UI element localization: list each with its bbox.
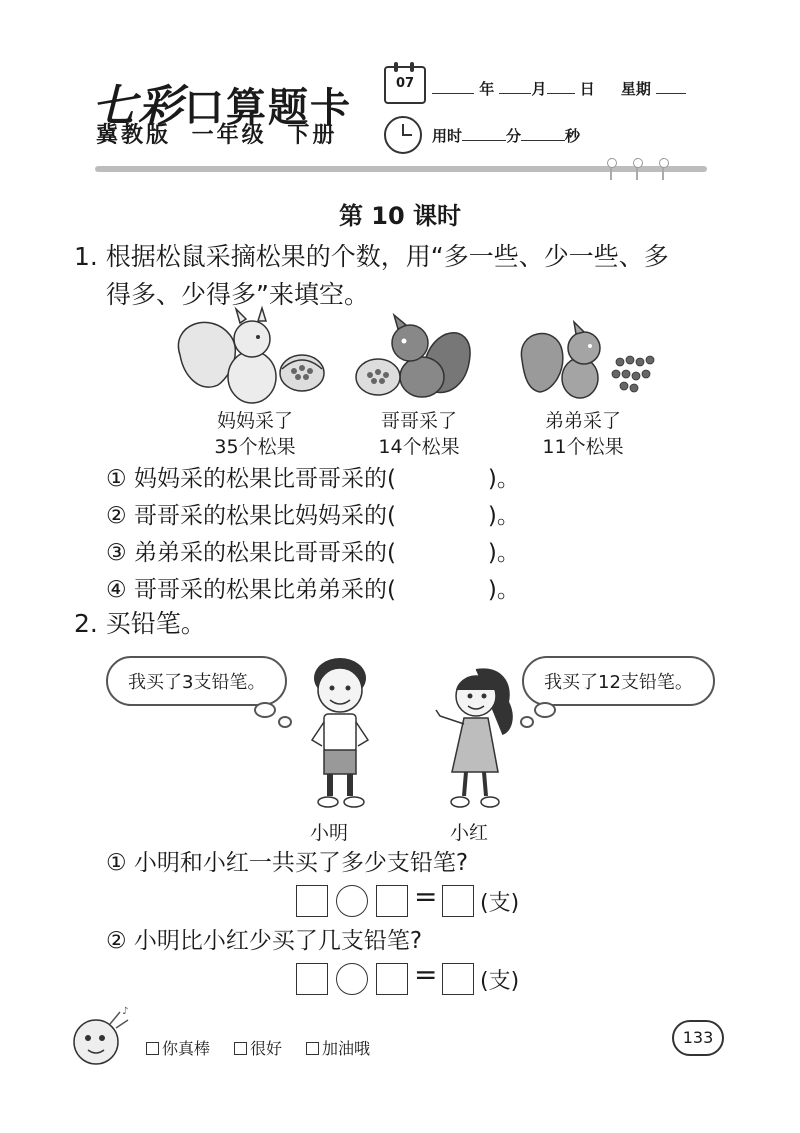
name-girl: 小红 <box>450 822 489 844</box>
answer-box[interactable] <box>376 885 408 917</box>
time-label: 用时 <box>432 127 463 145</box>
q1-item-4 <box>106 573 520 607</box>
mascot-icon <box>66 1004 136 1070</box>
calendar-icon <box>384 66 426 104</box>
q1-item-2-text: 哥哥采的松果比妈妈采的( <box>133 503 396 529</box>
bubble-dot <box>254 702 276 718</box>
date-line <box>432 78 686 99</box>
q1-item-1 <box>106 462 520 496</box>
answer-box[interactable] <box>442 963 474 995</box>
q1-item-1-marker: ① <box>106 466 127 492</box>
girl-illustration <box>430 662 520 818</box>
caption-younger-who: 弟弟采了 <box>544 410 621 432</box>
q1-item-3-text: 弟弟采的松果比哥哥采的( <box>133 540 396 566</box>
pin-decoration <box>610 158 612 180</box>
q2-sub-1: ① 小明和小红一共买了多少支铅笔? <box>106 850 469 876</box>
speech-bubble-girl: 我买了12支铅笔。 <box>522 656 715 706</box>
calendar-day: 07 <box>395 76 415 91</box>
bubble-dot <box>278 716 292 728</box>
rating-option-great[interactable]: 你真棒 <box>146 1036 210 1059</box>
operator-circle[interactable] <box>336 885 368 917</box>
date-month-label: 月 <box>531 80 547 98</box>
date-day-label: 日 <box>579 80 595 98</box>
date-week-label: 星期 <box>620 80 651 98</box>
caption-younger-count: 11个松果 <box>542 436 624 458</box>
caption-mother-who: 妈妈采了 <box>216 410 293 432</box>
equals-sign: = <box>414 958 438 991</box>
caption-brother <box>364 408 474 460</box>
rating-option-keep-going[interactable]: 加油哦 <box>306 1036 370 1059</box>
brand-lead: 七彩 <box>92 81 184 132</box>
unit-label: (支) <box>480 969 520 994</box>
q1-item-4-close: )。 <box>487 577 520 603</box>
date-year-label: 年 <box>479 80 495 98</box>
speech-bubble-boy: 我买了3支铅笔。 <box>106 656 287 706</box>
boy-illustration <box>300 656 380 816</box>
q1-item-4-marker: ④ <box>106 577 127 603</box>
q1-item-2-close: )。 <box>487 503 520 529</box>
bubble-dot <box>520 716 534 728</box>
q1-item-3 <box>106 536 520 570</box>
edition-label: 冀教版 一年级 下册 <box>96 123 338 148</box>
bubble-dot <box>534 702 556 718</box>
caption-brother-count: 14个松果 <box>378 436 460 458</box>
svg-text:♪: ♪ <box>122 1006 129 1017</box>
brother-squirrel-illustration <box>352 305 477 410</box>
question-2-title: 2. 买铅笔。 <box>74 609 206 638</box>
caption-mother-count: 35个松果 <box>214 436 296 458</box>
q1-item-2-marker: ② <box>106 503 127 529</box>
header-rule <box>95 166 707 172</box>
brand-rest: 口算题卡 <box>184 85 352 131</box>
equals-sign: = <box>414 880 438 913</box>
answer-box[interactable] <box>296 885 328 917</box>
q1-item-4-text: 哥哥采的松果比弟弟采的( <box>133 577 396 603</box>
clock-icon <box>384 116 422 154</box>
q1-item-1-close: )。 <box>487 466 520 492</box>
checkbox[interactable] <box>306 1042 319 1055</box>
lesson-title: 第 10 课时 <box>338 202 462 230</box>
question-1-line2: 得多、少得多”来填空。 <box>106 280 369 309</box>
question-1-line1: 1. 根据松鼠采摘松果的个数，用“多一些、少一些、多 <box>74 242 669 271</box>
caption-brother-who: 哥哥采了 <box>380 410 457 432</box>
name-boy: 小明 <box>310 822 349 844</box>
q1-item-3-close: )。 <box>487 540 520 566</box>
time-line <box>432 125 580 146</box>
answer-box[interactable] <box>376 963 408 995</box>
q1-item-3-marker: ③ <box>106 540 127 566</box>
q2-sub-2: ② 小明比小红少买了几支铅笔? <box>106 928 423 954</box>
time-min-label: 分 <box>506 127 522 145</box>
unit-label: (支) <box>480 891 520 916</box>
pin-decoration <box>636 158 638 180</box>
checkbox[interactable] <box>146 1042 159 1055</box>
answer-box[interactable] <box>442 885 474 917</box>
mother-squirrel-illustration <box>170 305 340 410</box>
checkbox[interactable] <box>234 1042 247 1055</box>
operator-circle[interactable] <box>336 963 368 995</box>
page-number: 133 <box>672 1020 724 1056</box>
q1-item-2 <box>106 499 520 533</box>
caption-younger <box>528 408 638 460</box>
time-sec-label: 秒 <box>565 127 581 145</box>
q1-item-1-text: 妈妈采的松果比哥哥采的( <box>133 466 396 492</box>
answer-box[interactable] <box>296 963 328 995</box>
pin-decoration <box>662 158 664 180</box>
rating-option-good[interactable]: 很好 <box>234 1036 282 1059</box>
caption-mother <box>200 408 310 460</box>
younger-squirrel-illustration <box>516 320 666 410</box>
